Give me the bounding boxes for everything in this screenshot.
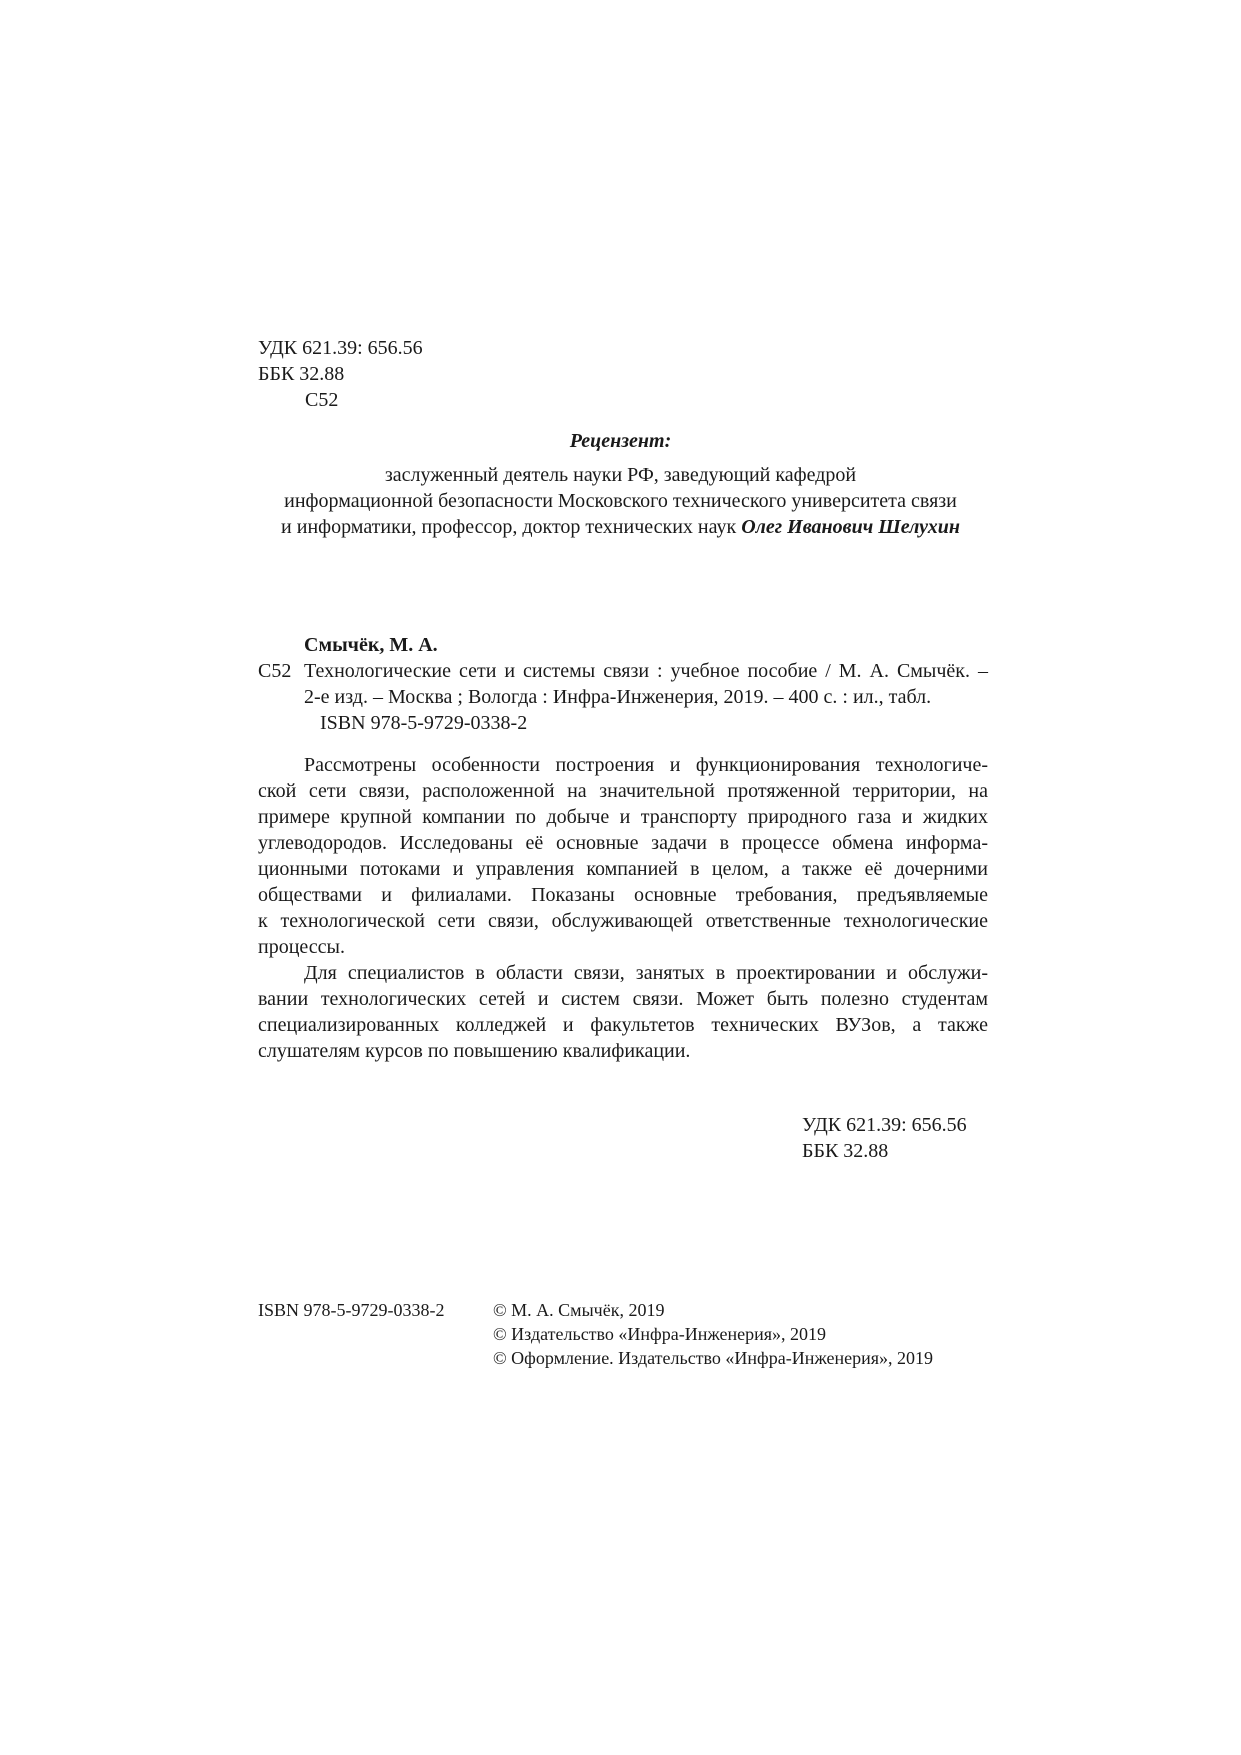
copyright-line: © Оформление. Издательство «Инфра-Инженерия», 2019 bbox=[493, 1348, 934, 1368]
record-isbn: ISBN 978-5-9729-0338-2 bbox=[320, 712, 528, 734]
reviewer-credentials: и информатики, профессор, доктор технических наук bbox=[281, 516, 742, 538]
audience-line: специализированных колледжей и факультетов технических ВУЗов, а также bbox=[258, 1014, 988, 1036]
abstract-line: процессы. bbox=[258, 936, 345, 958]
record-author: Смычёк, М. А. bbox=[304, 634, 438, 656]
imprint-isbn: ISBN 978-5-9729-0338-2 bbox=[258, 1300, 445, 1320]
audience-line: Для специалистов в области связи, занятых в проектировании и обслужи- bbox=[304, 962, 988, 984]
abstract-line: ционными потоками и управления компанией в целом, а также её дочерними bbox=[258, 858, 988, 880]
reviewer-heading: Рецензент: bbox=[569, 430, 672, 452]
bbk-code-bottom: ББК 32.88 bbox=[802, 1140, 889, 1162]
abstract-line: примере крупной компании по добыче и транспорту природного газа и жидких bbox=[258, 806, 988, 828]
bbk-code-top: ББК 32.88 bbox=[258, 363, 345, 385]
abstract-line: к технологической сети связи, обслуживающей ответственные технологические bbox=[258, 910, 988, 932]
copyright-line: © Издательство «Инфра-Инженерия», 2019 bbox=[493, 1324, 827, 1344]
reviewer-line: информационной безопасности Московского технического университета связи bbox=[284, 490, 957, 512]
abstract-line: ской сети связи, расположенной на значительной протяженной территории, на bbox=[258, 780, 988, 802]
udk-code-bottom: УДК 621.39: 656.56 bbox=[802, 1114, 967, 1136]
abstract-line: Рассмотрены особенности построения и функционирования технологиче- bbox=[304, 754, 988, 776]
reviewer-line: заслуженный деятель науки РФ, заведующий кафедрой bbox=[384, 464, 857, 486]
audience-line: слушателям курсов по повышению квалификации. bbox=[258, 1040, 691, 1062]
udk-code-top: УДК 621.39: 656.56 bbox=[258, 337, 423, 359]
record-author-code: С52 bbox=[258, 660, 292, 682]
author-code-top: С52 bbox=[305, 389, 339, 411]
record-edition-line: 2-е изд. – Москва ; Вологда : Инфра-Инженерия, 2019. – 400 с. : ил., табл. bbox=[304, 686, 932, 708]
abstract-line: обществами и филиалами. Показаны основные требования, предъявляемые bbox=[258, 884, 988, 906]
audience-line: вании технологических сетей и систем связи. Может быть полезно студентам bbox=[258, 988, 988, 1010]
reviewer-name: Олег Иванович Шелухин bbox=[741, 516, 960, 538]
copyright-line: © М. А. Смычёк, 2019 bbox=[493, 1300, 665, 1320]
reviewer-line bbox=[0, 514, 1241, 540]
record-title-line: Технологические сети и системы связи : учебное пособие / М. А. Смычёк. – bbox=[304, 660, 988, 682]
abstract-line: углеводородов. Исследованы её основные задачи в процессе обмена информа- bbox=[258, 832, 988, 854]
